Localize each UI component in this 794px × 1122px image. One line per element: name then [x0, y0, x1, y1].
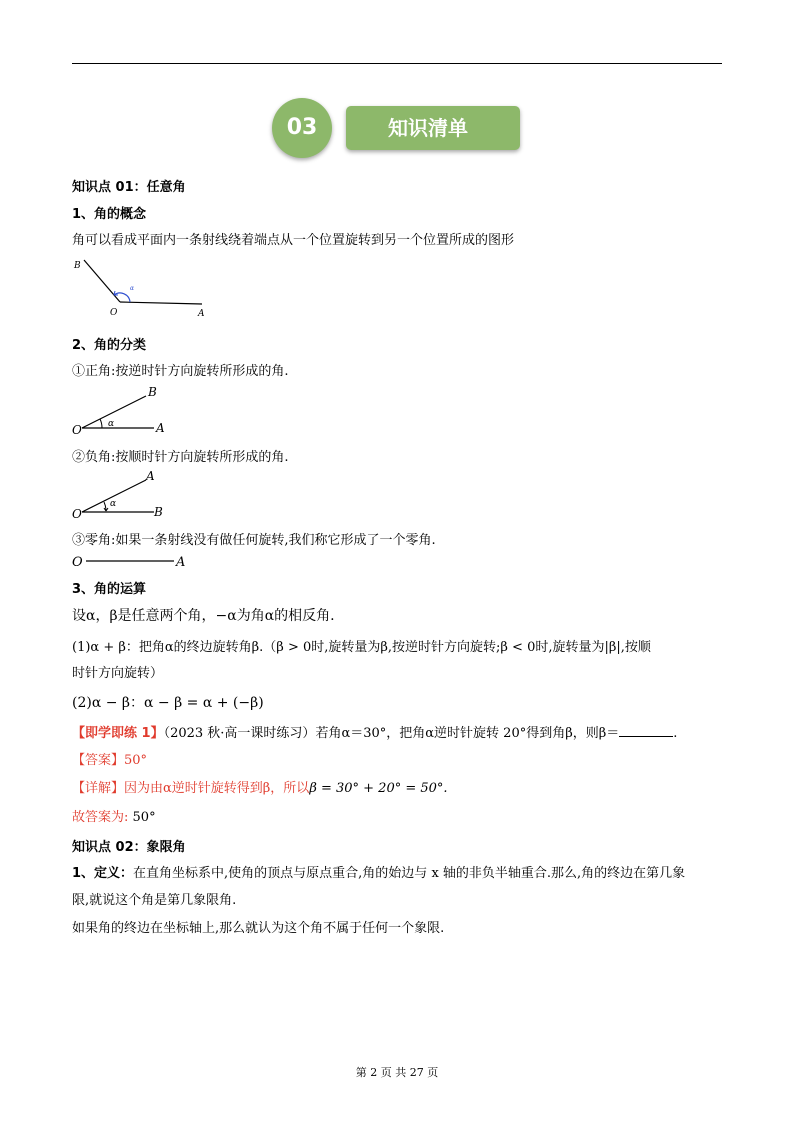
zero-angle-figure [70, 548, 200, 574]
answer-blank [619, 724, 673, 737]
fig3-label-a: A [146, 469, 155, 483]
negative-angle-figure [70, 466, 180, 522]
section-number: 03 [286, 115, 318, 140]
exercise-question [72, 722, 677, 741]
definition-label: 1、定义： [72, 866, 134, 881]
negative-angle-text: ②负角:按顺时针方向旋转所形成的角. [72, 450, 289, 465]
fig1-label-a: A [198, 309, 205, 319]
exercise-question-end: . [673, 726, 678, 741]
definition-line-3: 如果角的终边在坐标轴上,那么就认为这个角不属于任何一个象限. [72, 921, 445, 936]
angle-operation-heading: 3、角的运算 [72, 582, 147, 597]
knowledge-point-01-heading: 知识点 01：任意角 [72, 180, 186, 195]
angle-difference: (2)α − β：α − β = α + (−β) [72, 695, 264, 711]
conclusion-label: 故答案为: [72, 810, 129, 825]
angle-sum-line-2: 时针方向旋转） [72, 666, 164, 681]
answer-value: 50° [124, 753, 148, 768]
section-number-badge [272, 98, 332, 158]
fig4-label-o: O [72, 555, 83, 570]
fig1-label-o: O [110, 308, 118, 318]
detail-text: 因为由α逆时针旋转得到β，所以 [124, 781, 310, 796]
conclusion-line [72, 806, 156, 825]
zero-angle-text: ③零角:如果一条射线没有做任何旋转,我们称它形成了一个零角. [72, 533, 436, 548]
exercise-question-text: 若角α＝30°，把角α逆时针旋转 20°得到角β，则β＝ [315, 726, 620, 741]
page-number-footer: 第 2 页 共 27 页 [355, 1066, 439, 1079]
fig3-label-o: O [72, 507, 82, 521]
knowledge-point-02-heading: 知识点 02：象限角 [72, 840, 186, 855]
angle-concept-heading: 1、角的概念 [72, 207, 147, 222]
angle-concept-figure [70, 252, 220, 322]
answer-tag: 【答案】 [72, 753, 125, 768]
fig3-label-b: B [154, 505, 163, 519]
angle-sum-line-1: (1)α + β：把角α的终边旋转角β.（β > 0时,旋转量为β,按逆时针方向旋转;β < 0时,旋转量为|β|,按顺 [72, 640, 651, 655]
detail-line [72, 777, 448, 796]
fig2-label-a: A [156, 421, 165, 435]
fig1-label-b: B [74, 261, 81, 271]
angle-classification-heading: 2、角的分类 [72, 338, 147, 353]
section-title: 知识清单 [388, 116, 468, 140]
definition-line-2: 限,就说这个角是第几象限角. [72, 893, 237, 908]
exercise-tag: 【即学即练 1】 [72, 726, 164, 741]
fig4-label-a: A [176, 555, 186, 570]
answer-line [72, 749, 147, 768]
definition-line-1 [72, 862, 685, 881]
fig2-label-b: B [148, 385, 157, 399]
fig2-label-o: O [72, 423, 82, 436]
definition-text-a: 在直角坐标系中,使角的顶点与原点重合,角的始边与 x 轴的非负半轴重合.那么,角的终边在第几象 [133, 866, 686, 881]
positive-angle-figure [70, 380, 180, 436]
exercise-source: （2023 秋·高一课时练习） [163, 726, 316, 741]
detail-tag: 【详解】 [72, 781, 125, 796]
fig3-label-alpha: α [110, 499, 117, 509]
positive-angle-text: ①正角:按逆时针方向旋转所形成的角. [72, 364, 289, 379]
fig1-label-alpha: α [130, 285, 135, 292]
angle-concept-text: 角可以看成平面内一条射线绕着端点从一个位置旋转到另一个位置所成的图形 [72, 233, 515, 248]
header-rule [72, 63, 722, 64]
conclusion-value: 50° [132, 810, 156, 825]
fig2-label-alpha: α [108, 419, 115, 429]
angle-operation-intro: 设α，β是任意两个角，−α为角α的相反角. [72, 608, 335, 624]
detail-equation: β = 30° + 20° = 50°. [309, 781, 448, 796]
section-title-banner [346, 106, 520, 150]
